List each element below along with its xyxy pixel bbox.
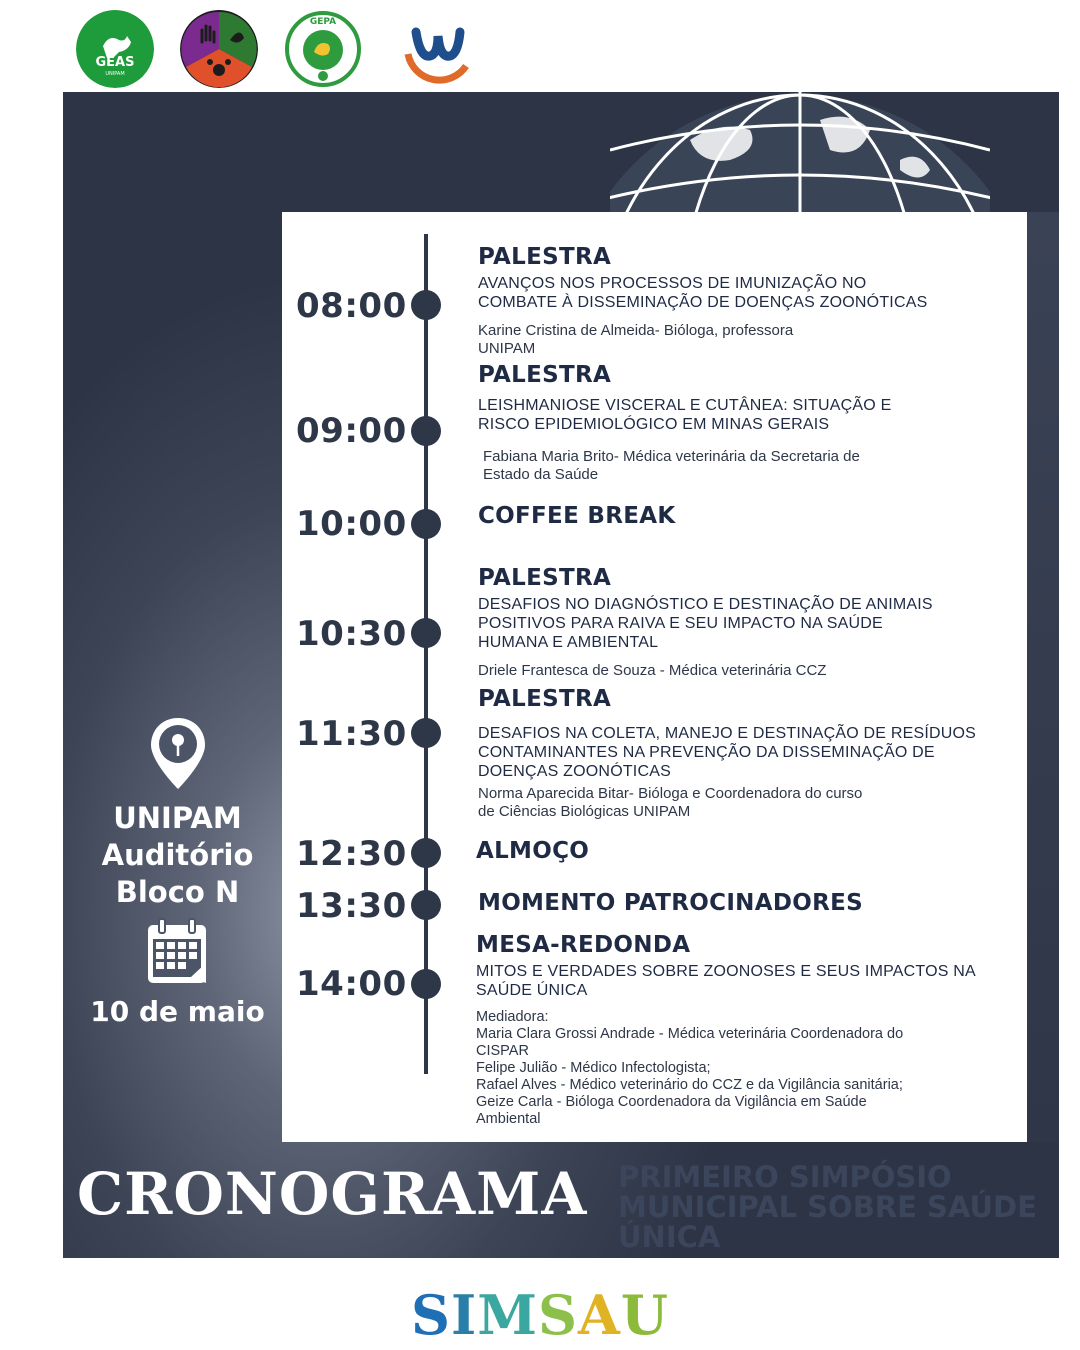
speaker-line: UNIPAM [478,340,536,357]
item-subtitle [476,962,1021,1000]
item-heading: PALESTRA [478,565,612,591]
schedule-item [478,890,1023,916]
calendar-icon [145,917,211,987]
brand-letter: M [477,1283,539,1347]
speaker-line: Norma Aparecida Bitar- Bióloga e Coordenadora do curso [478,785,863,802]
item-subtitle [478,724,1023,781]
subtitle-line: CONTAMINANTES NA PREVENÇÃO DA DISSEMINAÇÃO DE [478,744,935,761]
schedule-item [478,244,1023,358]
hand-paw-leaf-logo [180,10,258,88]
item-speaker [478,448,1023,484]
location-pin-icon [148,716,208,792]
item-subtitle [478,396,1023,434]
item-speaker [478,785,1023,821]
item-heading: PALESTRA [478,362,612,388]
speaker-line: Karine Cristina de Almeida- Bióloga, professora [478,322,794,339]
schedule-item [476,838,1021,864]
brand-letter: I [450,1283,478,1347]
schedule-item [478,686,1023,821]
panel-line: Geize Carla - Bióloga Coordenadora da Vigilância em Saúde [476,1094,867,1110]
item-heading: ALMOÇO [476,838,590,864]
item-heading: PALESTRA [478,686,612,712]
subtitle-line: POSITIVOS PARA RAIVA E SEU IMPACTO NA SAÚDE [478,615,883,632]
subtitle-line: AVANÇOS NOS PROCESSOS DE IMUNIZAÇÃO NO [478,275,867,292]
time-label: 10:00 [296,504,407,544]
brand-letter: A [578,1283,621,1347]
speaker-line: Estado da Saúde [483,466,599,483]
timeline-dot [411,290,441,320]
panel-list [476,1009,1021,1128]
geas-logo-label: GEAS [95,55,135,70]
item-subtitle [478,595,1023,652]
time-label: 12:30 [296,834,407,874]
unipam-logo [400,10,478,88]
time-label: 11:30 [296,714,407,754]
item-speaker [478,322,1023,358]
subtitle-line: COMBATE À DISSEMINAÇÃO DE DOENÇAS ZOONÓTICAS [478,294,928,311]
schedule-item [476,932,1021,1128]
schedule-item [478,362,1023,484]
subtitle-line: DESAFIOS NO DIAGNÓSTICO E DESTINAÇÃO DE ANIMAIS [478,596,933,613]
symposium-line: PRIMEIRO SIMPÓSIO [618,1160,952,1194]
timeline-dot [411,969,441,999]
item-heading: PALESTRA [478,244,612,270]
venue-info [80,716,275,1028]
item-heading: MESA-REDONDA [476,932,691,958]
globe-graphic [600,80,1000,220]
time-label: 13:30 [296,886,407,926]
speaker-line: Fabiana Maria Brito- Médica veterinária da Secretaria de [483,448,860,465]
subtitle-line: SAÚDE ÚNICA [476,982,588,999]
symposium-line: ÚNICA [618,1220,721,1254]
gepa-logo [284,10,362,88]
brand-letter: S [538,1283,579,1347]
timeline-dot [411,509,441,539]
panel-line: Maria Clara Grossi Andrade - Médica veterinária Coordenadora do [476,1026,904,1042]
panel-line: Rafael Alves - Médico veterinário do CCZ e da Vigilância sanitária; [476,1077,903,1093]
venue-name: UNIPAM [113,801,242,835]
speaker-line: de Ciências Biológicas UNIPAM [478,803,691,820]
panel-line: CISPAR [476,1043,529,1059]
panel-line: Felipe Julião - Médico Infectologista; [476,1060,711,1076]
subtitle-line: DOENÇAS ZOONÓTICAS [478,763,671,780]
panel-line: Ambiental [476,1111,541,1127]
geas-logo [76,10,154,88]
schedule-item [478,503,1023,529]
brand-letter: U [620,1283,670,1347]
subtitle-line: MITOS E VERDADES SOBRE ZOONOSES E SEUS IMPACTOS NA [476,963,976,980]
right-accent-strip [1027,212,1059,1142]
time-label: 09:00 [296,411,407,451]
page-title: CRONOGRAMA [77,1160,588,1228]
gepa-logo-label: GEPA [309,17,337,27]
timeline-dot [411,416,441,446]
geas-logo-sublabel: UNIPAM [105,71,125,77]
speaker-line: Driele Frantesca de Souza - Médica veterinária CCZ [478,662,827,679]
item-subtitle [478,274,1023,312]
symposium-line: MUNICIPAL SOBRE SAÚDE [618,1190,1037,1224]
subtitle-line: HUMANA E AMBIENTAL [478,634,659,651]
schedule-item [478,565,1023,680]
timeline-line [424,234,428,1074]
simsau-brand [0,1283,1080,1347]
subtitle-line: RISCO EPIDEMIOLÓGICO EM MINAS GERAIS [478,416,830,433]
symposium-title [618,1162,1058,1252]
timeline-dot [411,718,441,748]
schedule-card [282,212,1027,1142]
timeline-dot [411,890,441,920]
item-heading: COFFEE BREAK [478,503,676,529]
item-heading: MOMENTO PATROCINADORES [478,890,863,916]
time-label: 08:00 [296,286,407,326]
event-date: 10 de maio [90,995,265,1028]
subtitle-line: LEISHMANIOSE VISCERAL E CUTÂNEA: SITUAÇÃO E [478,397,892,414]
time-label: 10:30 [296,614,407,654]
time-label: 14:00 [296,964,407,1004]
timeline-dot [411,838,441,868]
item-speaker [478,662,1023,680]
subtitle-line: DESAFIOS NA COLETA, MANEJO E DESTINAÇÃO DE RESÍDUOS [478,725,976,742]
brand-letter: S [410,1283,451,1347]
panel-line: Mediadora: [476,1009,549,1025]
timeline-dot [411,618,441,648]
venue-block: Bloco N [115,875,240,909]
venue-room: Auditório [101,838,254,872]
